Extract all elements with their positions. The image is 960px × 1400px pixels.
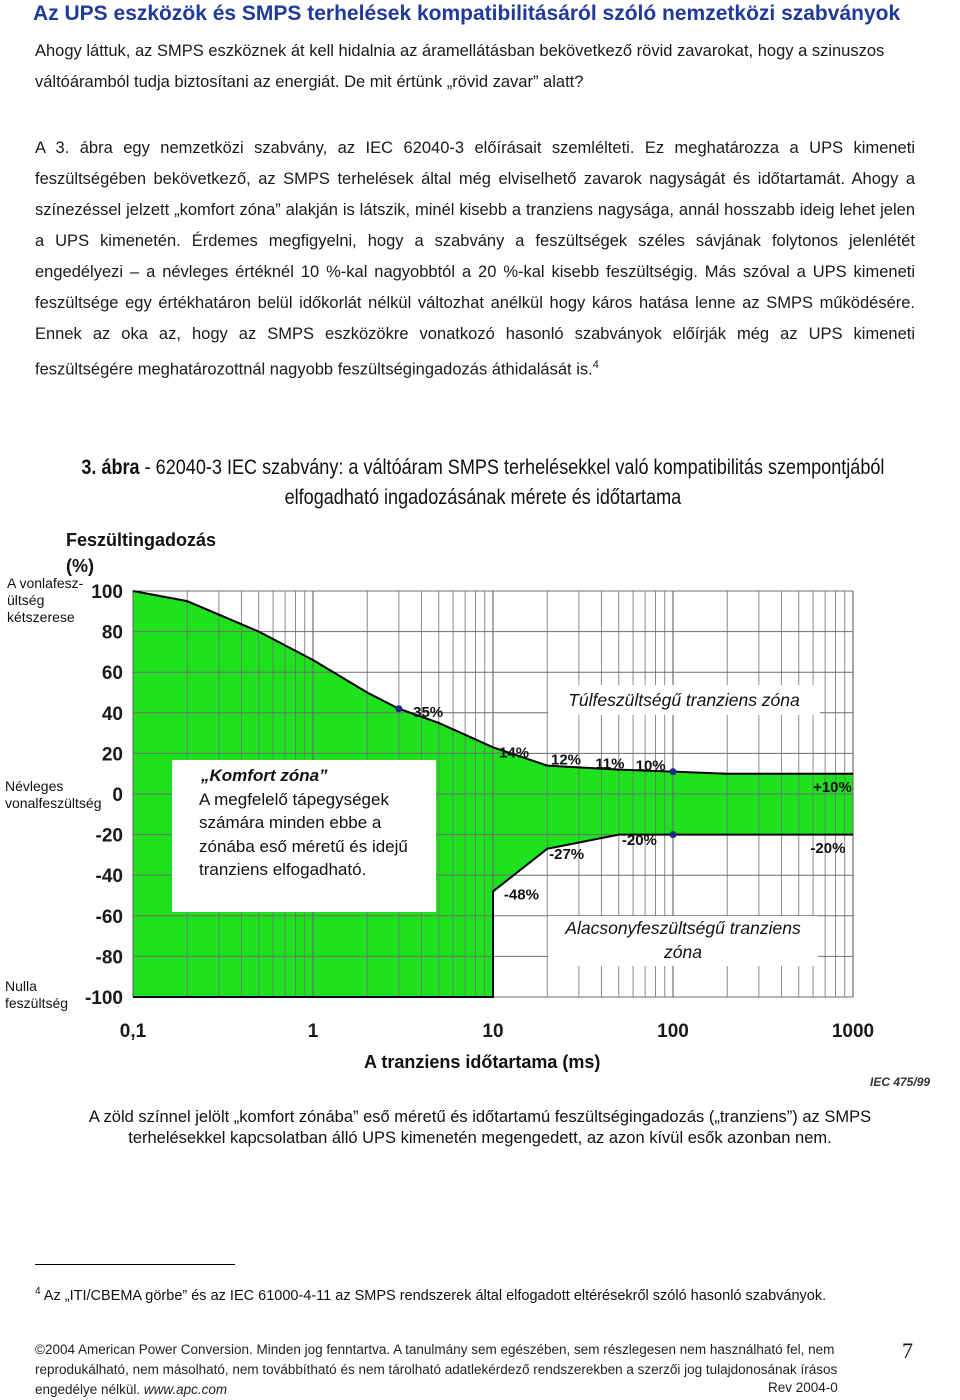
copyright-notice bbox=[35, 1340, 855, 1400]
intro-paragraph: Ahogy láttuk, az SMPS eszköznek át kell hidalnia az áramellátásban bekövetkező rövid zavarokat, hogy a szinuszos váltóáramból tudja biztosítani az energiát. De mit értünk „rövid zavar” alatt? bbox=[35, 42, 885, 91]
x-tick-labels bbox=[120, 1021, 874, 1042]
curve-marker bbox=[670, 831, 677, 838]
side-label-top: A vonlafesz-ültség kétszerese bbox=[7, 575, 84, 625]
curve-marker bbox=[670, 768, 677, 775]
point-label: 12% bbox=[550, 751, 582, 769]
y-axis-label: Feszültingadozás (%) bbox=[66, 530, 217, 576]
comfort-zone-text: A megfelelő tápegységek számára minden ebbe a zónába eső méretű és idejű tranziens elfogadható. bbox=[199, 789, 408, 879]
x-tick-label: 10 bbox=[482, 1021, 504, 1042]
figure-caption bbox=[40, 453, 926, 513]
x-tick-label: 1000 bbox=[831, 1021, 875, 1042]
footnote-mark: 4 bbox=[35, 1286, 41, 1297]
point-label: 35% bbox=[413, 703, 444, 721]
point-label: -20% bbox=[810, 839, 846, 857]
figure-number: 3. ábra bbox=[81, 456, 140, 479]
website-link[interactable]: www.apc.com bbox=[143, 1382, 228, 1397]
point-label: -20% bbox=[621, 831, 657, 849]
point-label: 11% bbox=[595, 755, 625, 773]
point-label: +10% bbox=[813, 778, 852, 796]
y-tick-label: -20 bbox=[95, 825, 123, 847]
x-axis-label: A tranziens időtartama (ms) bbox=[364, 1052, 601, 1072]
comfort-zone-title: „Komfort zóna” bbox=[201, 766, 328, 785]
y-tick-label: -60 bbox=[95, 906, 123, 928]
y-tick-label: -100 bbox=[84, 988, 123, 1009]
main-paragraph-text: A 3. ábra egy nemzetközi szabvány, az IEC 62040-3 előírásait szemlélteti. Ez meghatározza a UPS kimeneti feszültségében bekövetkező, az SMPS terhelések által még elviselhető zavarok nagyságát és időtartamát. Ahogy a színezéssel jelzett „komfort zóna” alakján is látszik, minél kisebb a tranziens nagysága, annál hosszabb ideig lehet jelen a UPS kimenetén. Érdemes megfigyelni, hogy a szabvány a feszültségek széles sávjának folytonos jelenlétét engedélyezi – a névleges értéknél 10 %-kal nagyobbtól a 20 %-kal kisebb feszültségig. Más szóval a UPS kimeneti feszültsége egy értékhatáron belül időkorlát nélkül változhat anélkül hogy káros hatása lenne az SMPS működésére. Ennek az oka az, hogy az SMPS eszközökre vonatkozó hasonló szabványok előírják még az UPS kimeneti feszültségére meghatározottnál nagyobb feszültségingadozás áthidalását is. bbox=[35, 139, 915, 379]
page-heading: Az UPS eszközök és SMPS terhelések kompatibilitásáról szóló nemzetközi szabványok bbox=[33, 2, 901, 25]
copyright-text: ©2004 American Power Conversion. Minden jog fenntartva. A tanulmány sem egészében, sem részlegesen nem használható fel, nem reprodukálható, nem másolható, nem továbbítható és nem tárolható adatlekérdező rendszerekben a szerzői jog tulajdonosának írásos engedélye nélkül. bbox=[35, 1342, 838, 1397]
y-tick-label: 40 bbox=[101, 703, 123, 725]
y-tick-label: 100 bbox=[91, 582, 123, 603]
x-tick-label: 100 bbox=[657, 1021, 689, 1042]
footnote bbox=[35, 1282, 895, 1306]
y-tick-label: -80 bbox=[95, 947, 123, 969]
y-tick-label: 60 bbox=[101, 663, 123, 685]
point-label: 14% bbox=[499, 744, 530, 762]
source-label: IEC 475/99 bbox=[870, 1075, 931, 1089]
curve-marker bbox=[395, 705, 402, 712]
figure-caption-text: - 62040-3 IEC szabvány: a váltóáram SMPS terhelésekkel való kompatibilitás szempontjából elfogadható ingadozásának mérete és időtartama bbox=[139, 456, 885, 509]
overvoltage-zone-label: Túlfeszültségű tranziens zóna bbox=[548, 685, 820, 715]
x-tick-label: 1 bbox=[307, 1021, 319, 1042]
y-tick-label: 20 bbox=[101, 744, 123, 766]
y-tick-label: -40 bbox=[95, 866, 123, 888]
footnote-ref: 4 bbox=[592, 359, 599, 371]
comfort-zone-box bbox=[172, 760, 436, 912]
chart-explanation: A zöld színnel jelölt „komfort zónába” eső méretű és időtartamú feszültségingadozás („tranziens”) az SMPS terhelésekkel kapcsolatban álló UPS kimenetén megengedett, az azon kívül esők azonban nem. bbox=[88, 1108, 872, 1147]
side-label-middle: Névleges vonalfeszültség bbox=[5, 778, 102, 811]
point-label: 10% bbox=[635, 757, 666, 775]
footnote-text: Az „ITI/CBEMA görbe” és az IEC 61000-4-11 az SMPS rendszerek által elfogadott eltérésekről szóló hasonló szabványok. bbox=[40, 1287, 827, 1304]
footnote-separator bbox=[35, 1264, 235, 1265]
tolerance-chart bbox=[0, 575, 960, 1075]
point-label: -27% bbox=[549, 845, 585, 863]
y-tick-label: 0 bbox=[112, 785, 123, 806]
revision-label: Rev 2004-0 bbox=[768, 1380, 838, 1395]
page-number: 7 bbox=[902, 1338, 913, 1363]
undervoltage-zone-label: Alacsonyfeszültségű tranziens zóna bbox=[548, 916, 818, 966]
x-tick-label: 0,1 bbox=[119, 1021, 147, 1042]
side-label-bottom: Nulla feszültség bbox=[5, 978, 69, 1011]
point-label: -48% bbox=[503, 886, 539, 904]
main-paragraph bbox=[35, 133, 915, 386]
y-tick-label: 80 bbox=[101, 622, 123, 644]
